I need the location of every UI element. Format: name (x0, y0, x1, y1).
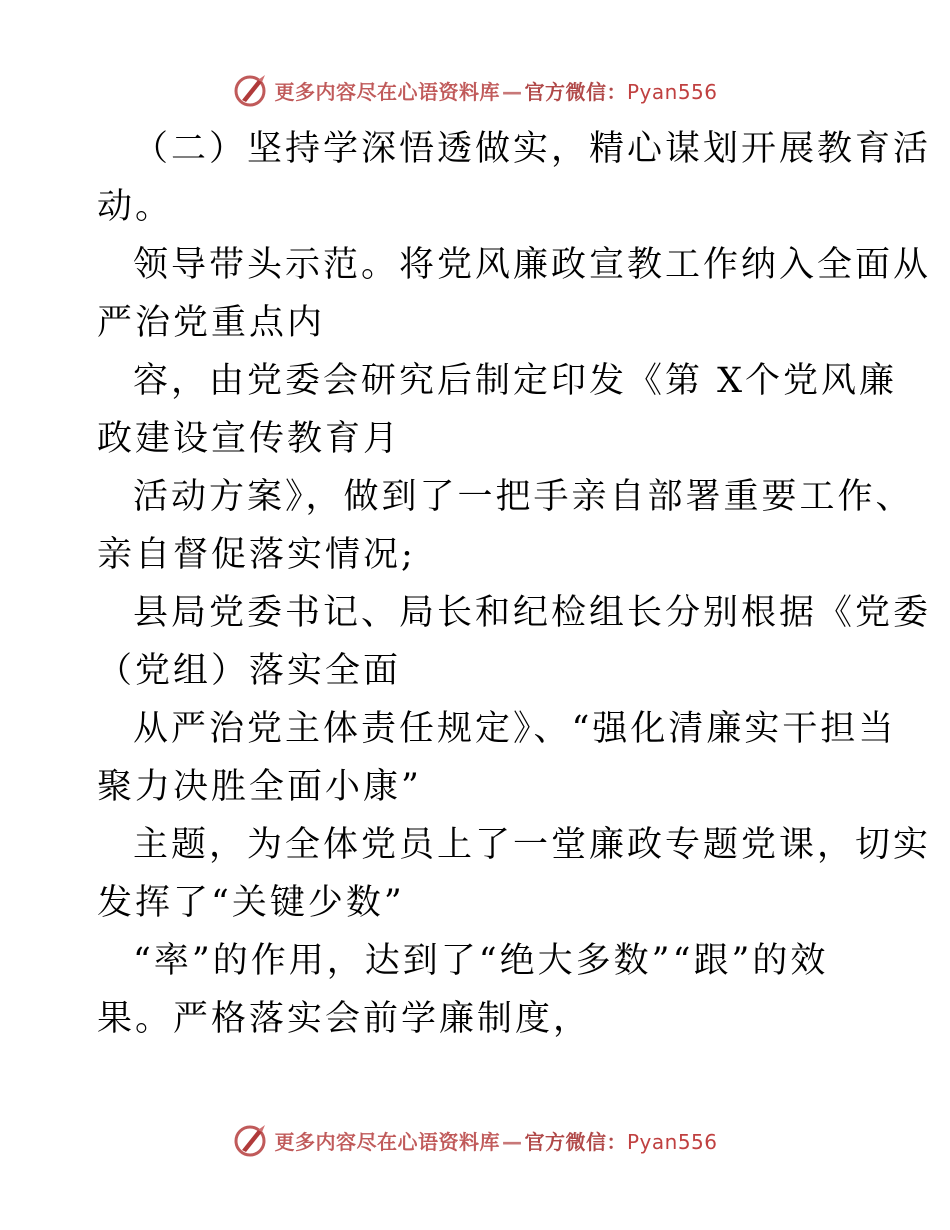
text-line: 发挥了“关键少数” (97, 883, 405, 923)
text-line: 容，由党委会研究后制定印发《第 X个党风廉 (133, 361, 898, 401)
quill-pen-icon (232, 72, 268, 108)
text-line: 果。严格落实会前学廉制度， (97, 999, 592, 1039)
text-line: 主题，为全体党员上了一堂廉政专题党课，切实 (133, 825, 932, 865)
text-line: 动。 (97, 187, 174, 227)
watermark-text (274, 76, 717, 105)
watermark-dash: — (501, 1129, 523, 1154)
text-line: 亲自督促落实情况; (97, 535, 416, 575)
watermark-brand: 更多内容尽在心语资料库 (274, 79, 500, 104)
text-line: （二）坚持学深悟透做实，精心谋划开展教育活 (133, 129, 932, 169)
text-line: “率”的作用，达到了“绝大多数”“跟”的效 (133, 941, 829, 981)
footer-watermark (0, 1120, 950, 1160)
watermark-dash: — (501, 79, 523, 104)
text-line: 活动方案》，做到了一把手亲自部署重要工作、 (133, 477, 914, 517)
watermark-wechat-id: Pyan556 (626, 79, 718, 104)
text-line: 县局党委书记、局长和纪检组长分别根据《党委 (133, 593, 932, 633)
text-line: 领导带头示范。将党风廉政宣教工作纳入全面从 (133, 245, 932, 285)
text-line: 严治党重点内 (97, 303, 326, 343)
text-line: 聚力决胜全面小康” (97, 767, 422, 807)
watermark-brand: 更多内容尽在心语资料库 (274, 1129, 500, 1154)
watermark-wechat-label: 官方微信： (524, 1129, 627, 1154)
text-line: 政建设宣传教育月 (97, 419, 402, 459)
text-line: （党组）落实全面 (97, 651, 402, 691)
watermark-wechat-id: Pyan556 (626, 1129, 718, 1154)
document-body (97, 120, 932, 1048)
watermark-wechat-label: 官方微信： (524, 79, 627, 104)
quill-pen-icon (232, 1122, 268, 1158)
text-line: 从严治党主体责任规定》、“强化清廉实干担当 (133, 709, 897, 749)
header-watermark (0, 70, 950, 110)
watermark-text (274, 1126, 717, 1155)
